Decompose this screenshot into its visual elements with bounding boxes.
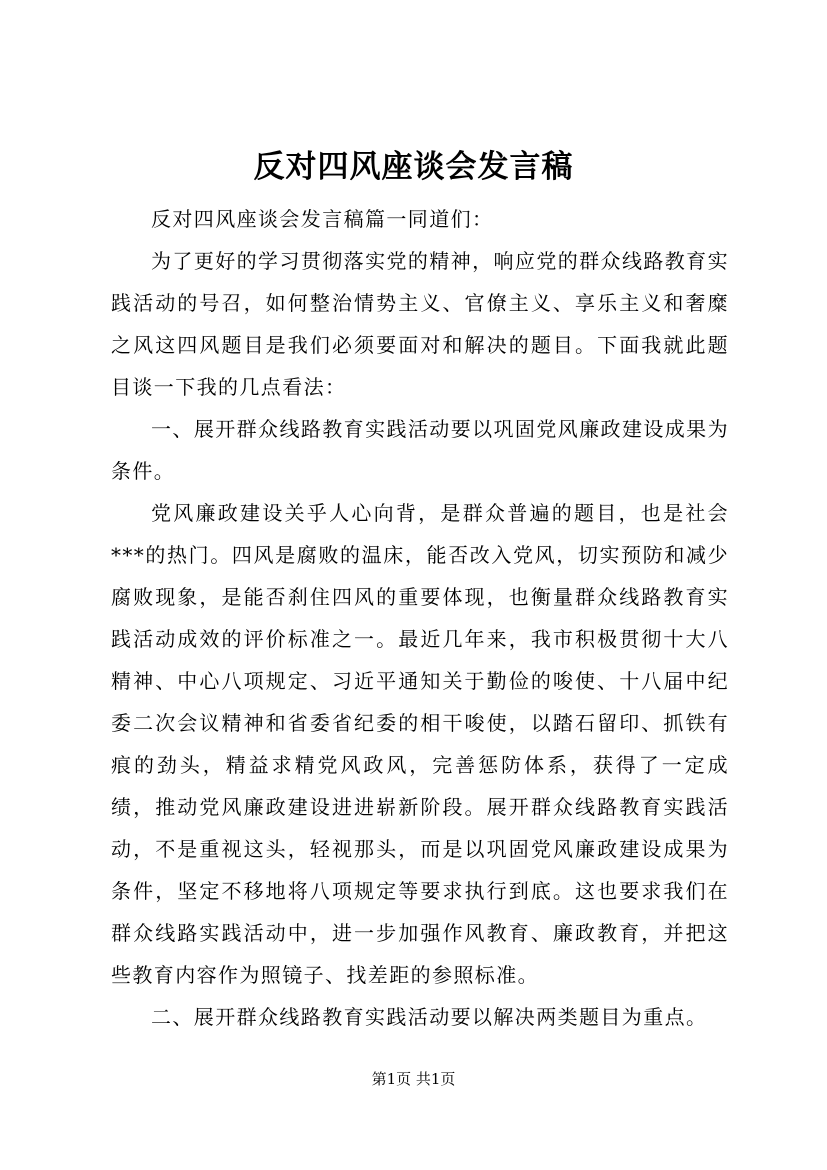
paragraph-point-two: 二、展开群众线路教育实践活动要以解决两类题目为重点。 bbox=[151, 1005, 708, 1029]
paragraph-intro: 为了更好的学习贯彻落实党的精神，响应党的群众线路教育实践活动的号召，如何整治情势主义、官僚主义、享乐主义和奢糜之风这四风题目是我们必须要面对和解决的题目。下面我就此题目谈一下我的几点看法： bbox=[111, 249, 729, 399]
page-number-footer: 第1页 共1页 bbox=[371, 1070, 456, 1088]
document-title: 反对四风座谈会发言稿 bbox=[253, 149, 574, 185]
document-body bbox=[111, 198, 729, 1038]
paragraph-point-one: 一、展开群众线路教育实践活动要以巩固党风廉政建设成果为条件。 bbox=[111, 417, 729, 483]
paragraph-point-one-detail: 党风廉政建设关乎人心向背，是群众普遍的题目，也是社会***的热门。四风是腐败的温床，能否改入党风，切实预防和减少腐败现象，是能否刹住四风的重要体现，也衡量群众线路教育实践活动成效的评价标准之一。最近几年来，我市积极贯彻十大八精神、中心八项规定、习近平通知关于勤俭的唆使、十八届中纪委二次会议精神和省委省纪委的相干唆使，以踏石留印、抓铁有痕的劲头，精益求精党风政风，完善惩防体系，获得了一定成绩，推动党风廉政建设进进崭新阶段。展开群众线路教育实践活动，不是重视这头，轻视那头，而是以巩固党风廉政建设成果为条件，坚定不移地将八项规定等要求执行到底。这也要求我们在群众线路实践活动中，进一步加强作风教育、廉政教育，并把这些教育内容作为照镜子、找差距的参照标准。 bbox=[111, 501, 729, 987]
paragraph-greeting: 反对四风座谈会发言稿篇一同道们： bbox=[151, 207, 494, 231]
